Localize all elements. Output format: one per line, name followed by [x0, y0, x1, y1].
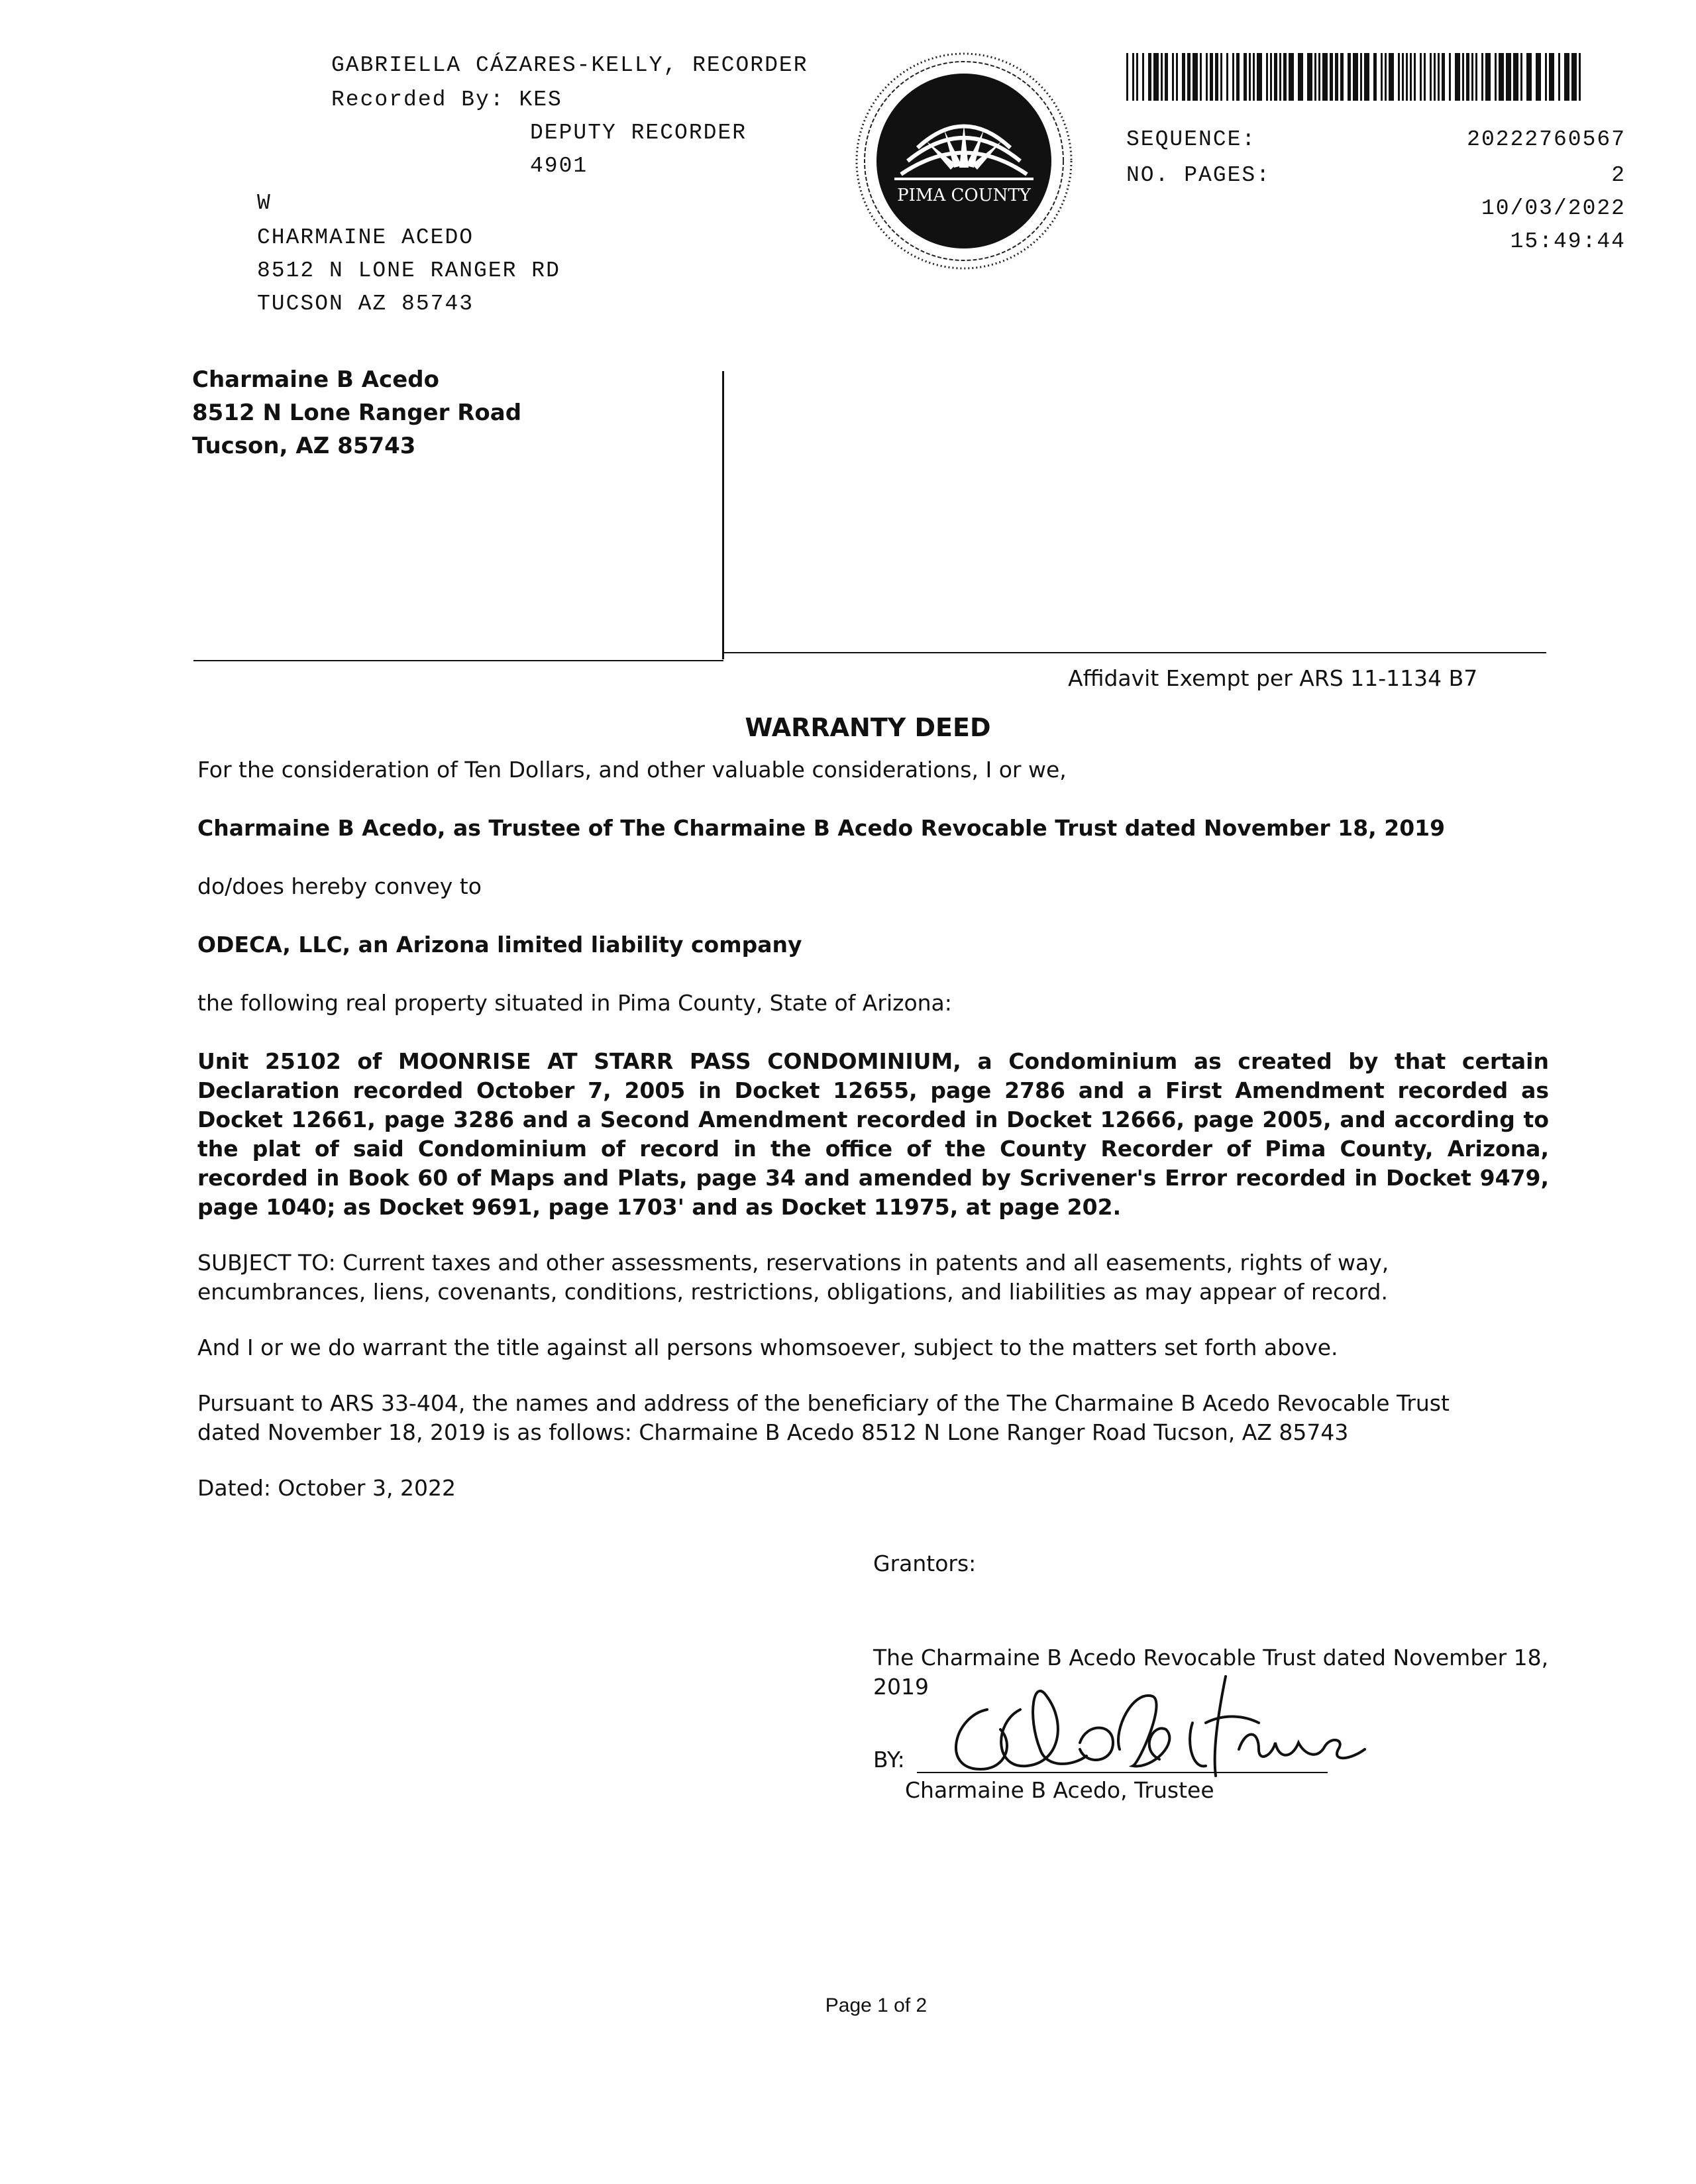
barcode-bar [1266, 53, 1268, 101]
barcode-bar [1172, 53, 1174, 101]
barcode-bar [1307, 53, 1312, 101]
barcode-bar [1226, 53, 1228, 101]
recorded-by-label: Recorded By: [331, 87, 505, 112]
barcode-bar [1289, 53, 1294, 101]
barcode-bar [1571, 53, 1577, 101]
barcode-bar [1398, 53, 1400, 101]
mail-to-street: 8512 N Lone Ranger Road [192, 400, 522, 426]
barcode-bar [1389, 53, 1394, 101]
barcode-bar [1373, 53, 1377, 101]
barcode-bar [1471, 53, 1473, 101]
barcode-bar [1485, 53, 1491, 101]
barcode-bar [1381, 53, 1383, 101]
barcode-bar [1353, 53, 1358, 101]
recorded-by-value: KES [519, 87, 562, 112]
record-date: 10/03/2022 [1481, 196, 1626, 221]
barcode-bar [1340, 53, 1344, 101]
barcode-bar [1442, 53, 1445, 101]
barcode-bar [1132, 53, 1134, 101]
barcode-bar [1249, 53, 1251, 101]
barcode-bar [1526, 53, 1532, 101]
code-letter: W [257, 191, 272, 215]
barcode-bar [1279, 53, 1281, 101]
barcode-bar [1438, 53, 1440, 101]
legal-description: Unit 25102 of MOONRISE AT STARR PASS CONDOMINIUM, a Condominium as created by that certain Declaration recorded October 7, 2005 in Docket 12655, page 2786 and a First Amendment recorded as Docket 12661, page 3286 and a Second Amendment recorded in Docket 12666, page 2005, and according to the plat of said Condominium of record in the office of the County Recorder of Pima County, Arizona, recorded in Book 60 of Maps and Plats, page 34 and amended by Scrivener's Error recorded in Docket 9479, page 1040; as Docket 9691, page 1703' and as Docket 11975, at page 202. [197, 1048, 1549, 1220]
barcode-bar [1420, 53, 1422, 101]
consideration-text: For the consideration of Ten Dollars, and other valuable considerations, I or we, [197, 757, 1067, 783]
barcode-bar [1406, 53, 1408, 101]
barcode-bar [1335, 53, 1338, 101]
barcode-bar [1283, 53, 1287, 101]
deed-body [197, 755, 1549, 1503]
barcode-bar [1520, 53, 1522, 101]
barcode-bar [1402, 53, 1404, 101]
pages-value: 2 [1611, 163, 1626, 188]
barcode-bar [1475, 53, 1477, 101]
signature-scribble-icon [914, 1650, 1378, 1789]
warranty-text: And I or we do warrant the title against all persons whomsoever, subject to the matters set forth above. [197, 1335, 1338, 1360]
barcode-bar [1176, 53, 1178, 101]
barcode-bar [1545, 53, 1547, 101]
recorder-name: GABRIELLA CÁZARES-KELLY, RECORDER [331, 53, 808, 78]
barcode-bar [1136, 53, 1138, 101]
grantee-text: ODECA, LLC, an Arizona limited liability company [197, 932, 802, 957]
sequence-value: 20222760567 [1467, 127, 1626, 152]
barcode-bar [1153, 53, 1159, 101]
barcode-bar [1274, 53, 1277, 101]
record-time: 15:49:44 [1510, 229, 1626, 254]
barcode-bar [1506, 53, 1511, 101]
pages-label: NO. PAGES: [1126, 163, 1271, 188]
barcode-bar [1148, 53, 1151, 101]
barcode-bar [1481, 53, 1483, 101]
seal-text: PIMA COUNTY [897, 186, 1031, 205]
barcode-bar [1549, 53, 1554, 101]
convey-text: do/does hereby convey to [197, 873, 482, 899]
trust-name: The Charmaine B Acedo Revocable Trust dated November 18, 2019 [873, 1645, 1549, 1700]
barcode-bar [1210, 53, 1213, 101]
deed-title: WARRANTY DEED [745, 713, 991, 742]
barcode-bar [1192, 53, 1198, 101]
barcode-bar [1236, 53, 1240, 101]
barcode-bar [1364, 53, 1369, 101]
vertical-rule [722, 371, 724, 659]
subject-to-text: SUBJECT TO: Current taxes and other assessments, reservations in patents and all easements, rights of way, encumbrances, liens, covenants, conditions, restrictions, obligations, and liabilities as may appear of record. [197, 1250, 1389, 1305]
barcode-bar [1558, 53, 1560, 101]
barcode-bar [1215, 53, 1218, 101]
barcode-bar [1499, 53, 1504, 101]
barcode-bar [1410, 53, 1412, 101]
by-label: BY: [873, 1747, 905, 1773]
grantors-label: Grantors: [873, 1551, 977, 1576]
barcode-bar [1253, 53, 1255, 101]
signer-name: Charmaine B Acedo, Trustee [905, 1777, 1214, 1803]
barcode-bar [1318, 53, 1320, 101]
return-name: CHARMAINE ACEDO [257, 225, 474, 250]
barcode-bar [1314, 53, 1316, 101]
dated-text: Dated: October 3, 2022 [197, 1475, 456, 1501]
barcode-bar [1536, 53, 1541, 101]
barcode-bar [1424, 53, 1426, 101]
barcode-bar [1322, 53, 1328, 101]
beneficiary-text: Pursuant to ARS 33-404, the names and address of the beneficiary of the The Charmaine B Acedo Revocable Trust dated November 18, 2019 is as follows: Charmaine B Acedo 8512 N Lone Ranger Road Tucson, AZ 85743 [197, 1390, 1450, 1445]
barcode-bar [1462, 53, 1464, 101]
barcode-bar [1298, 53, 1303, 101]
barcode-bar [1161, 53, 1163, 101]
barcode-bar [1206, 53, 1208, 101]
barcode-bar [1330, 53, 1333, 101]
barcode [1126, 53, 1583, 101]
barcode-icon [1126, 53, 1583, 101]
barcode-bar [1385, 53, 1387, 101]
mail-to-name: Charmaine B Acedo [192, 366, 439, 393]
barcode-bar [1430, 53, 1432, 101]
barcode-bar [1200, 53, 1202, 101]
barcode-bar [1220, 53, 1222, 101]
handwritten-signature [914, 1650, 1378, 1789]
horizontal-rule-left [193, 660, 723, 661]
barcode-bar [1270, 53, 1272, 101]
barcode-bar [1257, 53, 1262, 101]
affidavit-exempt: Affidavit Exempt per ARS 11-1134 B7 [1068, 665, 1478, 691]
barcode-bar [1126, 53, 1128, 101]
sequence-label: SEQUENCE: [1126, 127, 1257, 152]
mail-to-address [192, 363, 521, 463]
barcode-bar [1564, 53, 1569, 101]
barcode-bar [1232, 53, 1234, 101]
barcode-bar [1244, 53, 1247, 101]
mail-to-city: Tucson, AZ 85743 [192, 433, 416, 459]
barcode-bar [1142, 53, 1144, 101]
barcode-bar [1455, 53, 1460, 101]
barcode-bar [1348, 53, 1351, 101]
page-number: Page 1 of 2 [825, 1994, 928, 2016]
recorded-by [331, 83, 562, 117]
property-intro: the following real property situated in Pima County, State of Arizona: [197, 990, 952, 1016]
pima-county-seal [855, 52, 1073, 270]
barcode-bar [1434, 53, 1436, 101]
barcode-bar [1187, 53, 1191, 101]
barcode-bar [1466, 53, 1469, 101]
deputy-number: 4901 [530, 154, 588, 178]
horizontal-rule-right [723, 652, 1546, 653]
barcode-bar [1449, 53, 1451, 101]
barcode-bar [1360, 53, 1362, 101]
barcode-bar [1513, 53, 1518, 101]
barcode-bar [1182, 53, 1185, 101]
deputy-title: DEPUTY RECORDER [530, 121, 747, 145]
barcode-bar [1414, 53, 1416, 101]
barcode-bar [1495, 53, 1497, 101]
barcode-bar [1165, 53, 1168, 101]
sunrise-seal-icon [855, 52, 1073, 270]
return-street: 8512 N LONE RANGER RD [257, 258, 560, 283]
return-city: TUCSON AZ 85743 [257, 292, 474, 316]
barcode-bar [1579, 53, 1581, 101]
grantor-text: Charmaine B Acedo, as Trustee of The Charmaine B Acedo Revocable Trust dated November 18, 2019 [197, 815, 1446, 841]
